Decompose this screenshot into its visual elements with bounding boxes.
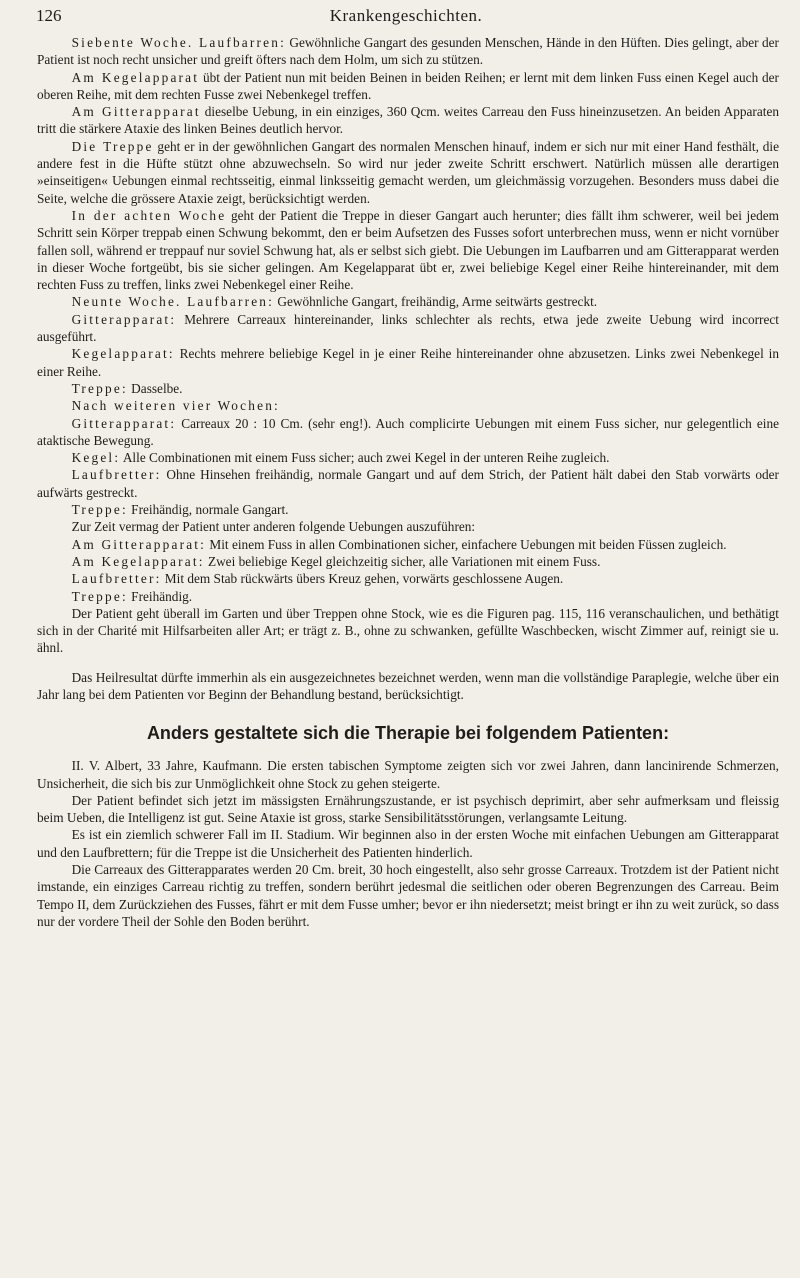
- paragraph-lead: Siebente Woche. Laufbarren:: [71, 35, 287, 50]
- paragraph: [37, 553, 779, 570]
- paragraph: [37, 103, 779, 138]
- paragraph-lead: Die Treppe: [71, 138, 154, 154]
- paragraph-text: Der Patient befindet sich jetzt im mässigsten Ernährungszustande, er ist psychisch deprimirt, aber sehr aufmerksam und fleissig beim Ueben, die Intelligenz ist gut. Seine Ataxie ist gross, starke Sensibilitätsstörungen, verlangsamte Leitung.: [37, 792, 779, 826]
- paragraph: [37, 449, 779, 466]
- paragraph-text: Ohne Hinsehen freihändig, normale Gangart und auf dem Strich, der Patient hält dabei den Stab vorwärts oder aufwärts gestreckt.: [37, 467, 779, 500]
- paragraph: [37, 501, 779, 518]
- running-title: Krankengeschichten.: [329, 6, 483, 25]
- paragraph-lead: Treppe:: [71, 588, 128, 604]
- paragraph: [37, 397, 779, 414]
- paragraph: [37, 69, 779, 104]
- paragraph: [37, 380, 779, 397]
- paragraph-text: Mit einem Fuss in allen Combinationen sicher, einfachere Uebungen mit beiden Füssen zugleich.: [206, 536, 727, 552]
- paragraph-text: Zwei beliebige Kegel gleichzeitig sicher, alle Variationen mit einem Fuss.: [204, 553, 601, 569]
- paragraph: [37, 792, 779, 827]
- paragraph-lead: Gitterapparat:: [71, 311, 177, 327]
- paragraph-text: Freihändig.: [127, 588, 193, 604]
- paragraph: [37, 311, 779, 346]
- paragraph-text: Mehrere Carreaux hintereinander, links schlechter als rechts, etwa jede zweite Uebung wird incorrect ausgeführt.: [37, 311, 779, 345]
- paragraph-text: Alle Combinationen mit einem Fuss sicher; auch zwei Kegel in der unteren Reihe zugleich.: [120, 450, 610, 466]
- paragraph: [37, 415, 779, 450]
- paragraph: [37, 588, 779, 605]
- paragraph: [37, 518, 779, 535]
- paragraph-lead: Treppe:: [71, 502, 128, 518]
- paragraph-list: [37, 34, 779, 657]
- paragraph-lead: Kegelapparat:: [71, 346, 175, 362]
- section-heading: Anders gestaltete sich die Therapie bei folgendem Patienten:: [146, 723, 670, 744]
- paragraph: [37, 826, 779, 861]
- case-paragraph-list: [37, 757, 779, 930]
- paragraph-text: dieselbe Uebung, in ein einziges, 360 Qcm. weites Carreau den Fuss hineinzusetzen. An beiden Apparaten tritt die stärkere Ataxie des linken Beines deutlich hervor.: [37, 104, 780, 137]
- paragraph-text: Rechts mehrere beliebige Kegel in je einer Reihe hintereinander ohne abzusetzen. Links zwei Nebenkegel in einer Reihe.: [37, 346, 779, 379]
- page-body: [37, 34, 779, 930]
- paragraph: [37, 536, 779, 553]
- paragraph-lead: Laufbretter:: [71, 571, 162, 587]
- paragraph: [37, 138, 779, 207]
- paragraph-text: geht der Patient die Treppe in dieser Gangart auch herunter; dies fällt ihm schwerer, weil bei jedem Schritt sein Körper treppab einen Schwung bekommt, den er beim Aufsetzen des Fusses sofort unterbrechen muss, wenn er nicht vornüber fallen soll, während er treppauf nur soviel Schwung hat, als er selbst sich giebt. Die Uebungen im Laufbarren und am Gitterapparat werden in dieser Woche fortgeübt, bis sie sicher gelingen. Am Kegelapparat übt er, zwei beliebige Kegel einer Reihe hintereinander, mit dem rechten Fuss zu treffen, links zwei Nebenkegel einer Reihe.: [37, 207, 780, 293]
- paragraph-text: übt der Patient nun mit beiden Beinen in beiden Reihen; er lernt mit dem linken Fuss einen Kegel auch der oberen Reihe, mit dem rechten Fusse zwei Nebenkegel treffen.: [37, 69, 779, 102]
- paragraph-lead: Treppe:: [71, 380, 128, 396]
- paragraph-lead: Nach weiteren vier Wochen:: [71, 398, 280, 414]
- paragraph-lead: Gitterapparat:: [71, 415, 177, 431]
- paragraph-text: Die Carreaux des Gitterapparates werden 20 Cm. breit, 30 hoch eingestellt, also sehr grosse Carreaux. Trotzdem ist der Patient nicht imstande, ein einziges Carreau richtig zu treffen, sondern berührt jedesmal die seitlichen oder oberen Begrenzungen des Carreau. Beim Tempo II, dem Zurückziehen des Fusses, fährt er mit dem Fusse umher; bevor er ihn niedersetzt; meist bringt er ihn zu weit zurück, so dass nur der vordere Theil der Sohle den Boden berührt.: [37, 862, 779, 929]
- paragraph-text: Gewöhnliche Gangart des gesunden Menschen, Hände in den Hüften. Dies gelingt, aber der Patient ist noch recht unsicher und greift öfters nach dem Holm, um sich zu stützen.: [37, 35, 779, 68]
- paragraph-lead: Am Gitterapparat: [71, 104, 201, 120]
- paragraph-text: Gewöhnliche Gangart, freihändig, Arme seitwärts gestreckt.: [274, 294, 598, 310]
- paragraph-lead: Am Kegelapparat:: [71, 553, 205, 569]
- page-header: [36, 6, 776, 30]
- paragraph-lead: In der achten Woche: [71, 207, 227, 223]
- page-number: 126: [36, 6, 62, 25]
- paragraph: [37, 345, 779, 380]
- paragraph: [37, 466, 779, 501]
- paragraph-lead: Kegel:: [71, 450, 121, 466]
- paragraph-lead: Laufbretter:: [71, 467, 162, 483]
- paragraph: [37, 861, 779, 930]
- paragraph: [37, 34, 779, 69]
- paragraph-text: Der Patient geht überall im Garten und über Treppen ohne Stock, wie es die Figuren pag. 115, 116 veranschaulichen, und bethätigt sich in der Charité mit Hilfsarbeiten aller Art; er trägt z. B., ohne zu schwanken, gefüllte Waschbecken, wischt Zimmer auf, reinigt sie u. ähnl.: [37, 605, 779, 656]
- paragraph-text: II. V. Albert, 33 Jahre, Kaufmann. Die ersten tabischen Symptome zeigten sich vor zwei Jahren, dann lancinirende Schmerzen, Unsicherheit, die sich bis zur Unmöglichkeit ohne Stock zu gehen steigerte.: [37, 758, 779, 791]
- result-paragraph: Das Heilresultat dürfte immerhin als ein ausgezeichnetes bezeichnet werden, wenn man die vollständige Paraplegie, welche über ein Jahr lang bei dem Patienten vor Beginn der Behandlung bestand, berücksichtigt.: [37, 669, 779, 702]
- paragraph-lead: Neunte Woche. Laufbarren:: [71, 294, 275, 310]
- paragraph: [37, 570, 779, 587]
- paragraph-text: Freihändig, normale Gangart.: [127, 502, 289, 518]
- paragraph-text: geht er in der gewöhnlichen Gangart des normalen Menschen hinauf, indem er sich nur mit einer Hand festhält, die andere fest in die Hüfte stützt ohne abzuwechseln. So wird nur jeder zweite Schritt erschwert. Natürlich müssen alle derartigen »einseitigen« Uebungen einmal rechtsseitig, einmal linksseitig gemacht werden, um gleichmässig vorzugehen. Besonders muss dabei die Seite, welche die grössere Ataxie zeigt, berücksichtigt werden.: [37, 138, 779, 206]
- paragraph: [37, 293, 779, 310]
- paragraph-text: Zur Zeit vermag der Patient unter anderen folgende Uebungen auszuführen:: [71, 519, 476, 535]
- paragraph: [37, 207, 779, 293]
- paragraph-text: Dasselbe.: [127, 380, 183, 396]
- paragraph-text: Es ist ein ziemlich schwerer Fall im II. Stadium. Wir beginnen also in der ersten Woche mit einfachen Uebungen am Gitterapparat und den Laufbrettern; für die Treppe ist die Unsicherheit des Patienten hinderlich.: [37, 827, 779, 860]
- paragraph: [37, 757, 779, 792]
- paragraph: [37, 605, 779, 657]
- paragraph-text: Mit dem Stab rückwärts übers Kreuz gehen, vorwärts geschlossene Augen.: [161, 571, 564, 587]
- paragraph-lead: Am Gitterapparat:: [71, 536, 207, 552]
- paragraph-lead: Am Kegelapparat: [71, 69, 200, 85]
- paragraph-text: Carreaux 20 : 10 Cm. (sehr eng!). Auch complicirte Uebungen mit einem Fuss sicher, nur gelegentlich eine ataktische Bewegung.: [37, 415, 779, 448]
